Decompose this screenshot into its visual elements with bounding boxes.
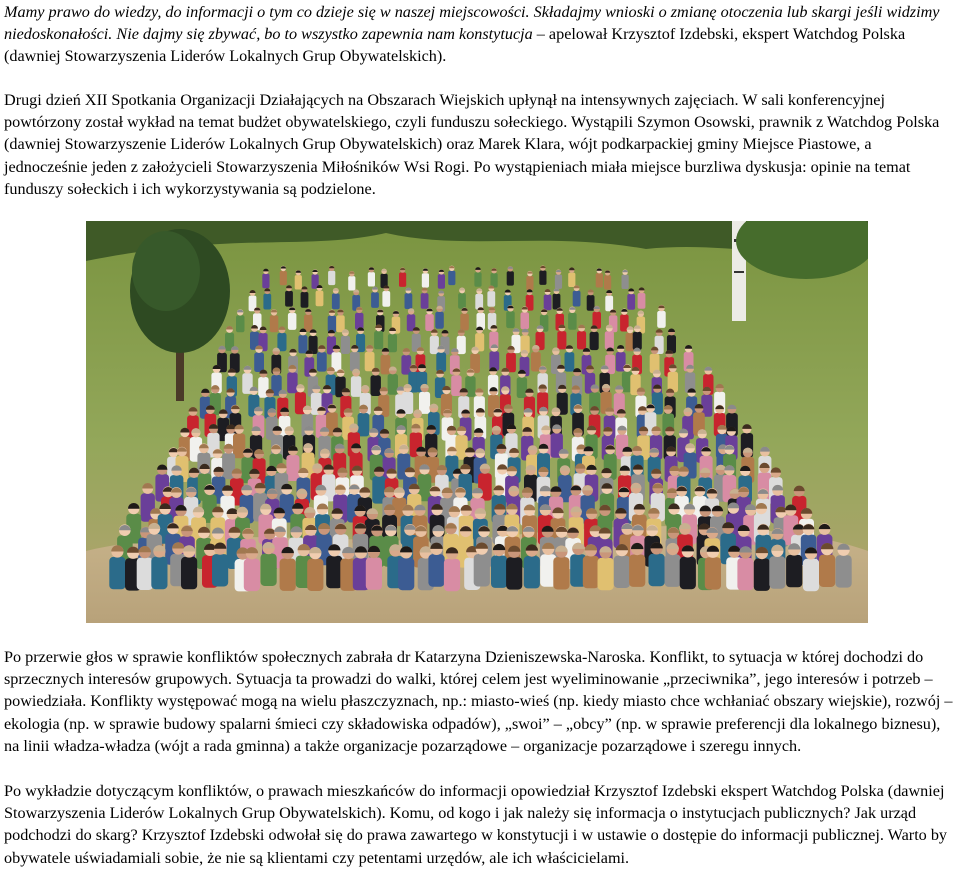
- crowd-person-body: [277, 333, 286, 351]
- crowd-person-body: [555, 275, 562, 289]
- group-photo: [86, 221, 868, 623]
- group-photo-image: [86, 221, 868, 623]
- crowd-person-body: [605, 296, 613, 312]
- conflict-lecture-paragraph: Po przerwie głos w sprawie konfliktów społecznych zabrała dr Katarzyna Dzieniszewska-Naroska. Konflikt, to sytuacja w której dochodzi do sprzecznych interesów grupowych. Sytuacja ta prowadzi do walki, której celem jest wyeliminowanie „przeciwnika”, jego interesów i potrzeb – powiedziała. Konflikty występować mogą na wielu płaszczyznach, np.: miasto-wieś (np. kiedy miasto chce wchłaniać obszary wiejskie), rozwój – ekologia (np. w sprawie budowy spalarni śmieci czy składowiska odpadów), „swoi” – „obcy” (np. w sprawie preferencji dla lokalnego biznesu), na linii władza-władza (wójt a rada gminna) a także organizacje pozarządowe – organizacje pozarządowe i szeregu innych.: [4, 648, 953, 755]
- second-day-paragraph: Drugi dzień XII Spotkania Organizacji Działających na Obszarach Wiejskich upłynął na intensywnych zajęciach. W sali konferencyjnej powtórzony został wykład na temat budżet obywatelskiego, czyli funduszu sołeckiego. Wystąpili Szymon Osowski, prawnik z Watchdog Polska (dawniej Stowarzyszenie Liderów Lokalnych Grup Obywatelskich) oraz Marek Klara, wójt podkarpackiej gminy Miejsce Piastowe, a jednocześnie jeden z założycieli Stowarzyszenia Miłośników Wsi Rogi. Po wystąpieniach miała miejsce burzliwa dyskusja: opinie na temat funduszy sołeckich i ich wykorzystywania są podzielone.: [4, 91, 940, 198]
- crowd-person-body: [539, 271, 546, 285]
- crowd-person-body: [425, 314, 434, 331]
- crowd-person-body: [301, 292, 309, 308]
- crowd-person-body: [286, 455, 299, 481]
- crowd-person-body: [657, 311, 666, 328]
- crowd-person-body: [754, 559, 770, 591]
- crowd-person-body: [568, 313, 577, 330]
- crowd-person-body: [705, 557, 721, 589]
- crowd-person-body: [836, 555, 852, 587]
- crowd-person-body: [304, 315, 313, 332]
- crowd-person-body: [405, 293, 413, 309]
- crowd-person-body: [181, 557, 197, 589]
- crowd-person-body: [288, 313, 297, 330]
- crowd-person-body: [526, 276, 533, 290]
- crowd-person-body: [341, 336, 350, 354]
- crowd-person-body: [287, 372, 297, 393]
- crowd-person-body: [819, 555, 835, 587]
- intro-quote: Mamy prawo do wiedzy, do informacji o tym co dzieje się w naszej miejscowości. Składajmy wnioski o zmianę otoczenia lub skargi jeśli widzimy niedoskonałości. Nie dajmy się zbywać, bo to wszystko zapewnia nam konstytucja: [4, 3, 940, 44]
- intro-paragraph: [4, 1, 959, 68]
- crowd-person-body: [382, 291, 390, 307]
- crowd-person-body: [596, 273, 603, 287]
- crowd-person-body: [614, 556, 630, 588]
- crowd-person-body: [365, 352, 375, 372]
- crowd-person-body: [583, 556, 599, 588]
- crowd-person-body: [350, 352, 360, 372]
- crowd-person-body: [401, 355, 411, 375]
- crowd-person-body: [605, 331, 614, 349]
- crowd-person-body: [627, 294, 635, 310]
- crowd-person-body: [649, 554, 665, 586]
- crowd-person-body: [371, 375, 381, 396]
- crowd-person-body: [332, 294, 340, 310]
- information-rights-paragraph: Po wykładzie dotyczącym konfliktów, o prawach mieszkańców do informacji opowiedział Krzysztof Izdebski ekspert Watchdog Polska (dawniej Stowarzyszenia Liderów Lokalnych Grup Obywatelskich). Komu, od kogo i jak należy się informacja o instytucjach publicznych? Jak urząd podchodzi do skarg? Krzysztof Izdebski odwołał się do prawa zawartego w konstytucji i w ustawie o dostępie do informacji publicznej. Warto by obywatele uświadamiali sobie, że nie są klientami czy petentami urzędów, ale ich właścicielami.: [4, 782, 948, 867]
- intro-attribution: – apelował Krzysztof Izdebski, ekspert Watchdog Polska (dawniej Stowarzyszenia Liderów Lokalnych Grup Obywatelskich).: [4, 25, 906, 66]
- crowd-person-body: [307, 559, 323, 591]
- crowd-person-body: [491, 556, 507, 588]
- crowd-person-body: [430, 336, 439, 354]
- crowd-person-body: [568, 273, 575, 287]
- crowd-person-body: [557, 331, 566, 349]
- crowd-person-body: [544, 295, 552, 311]
- crowd-person-body: [348, 276, 355, 290]
- crowd-person-body: [460, 314, 469, 331]
- crowd-person-body: [263, 294, 271, 310]
- crowd-person-body: [151, 557, 167, 589]
- crowd-person-body: [212, 554, 228, 586]
- crowd-person-body: [270, 315, 279, 332]
- crowd-person-body: [521, 312, 530, 329]
- crowd-person-body: [587, 295, 595, 311]
- crowd-person-body: [438, 274, 445, 288]
- crowd-person-body: [506, 557, 522, 589]
- crowd-person-body: [381, 355, 391, 375]
- crowd-person-body: [244, 559, 260, 591]
- crowd-person-body: [491, 273, 498, 287]
- crowd-person-body: [295, 275, 302, 289]
- crowd-person-body: [444, 559, 460, 591]
- crowd-person-body: [665, 555, 681, 587]
- crowd-person-body: [506, 311, 515, 328]
- crowd-person-body: [803, 559, 819, 591]
- crowd-person-body: [769, 556, 785, 588]
- crowd-person-body: [474, 554, 490, 586]
- crowd-person-body: [366, 557, 382, 589]
- crowd-person-body: [371, 292, 379, 308]
- crowd-person-body: [573, 291, 581, 307]
- crowd-person-body: [316, 291, 324, 307]
- crowd-person-body: [507, 271, 514, 285]
- crowd-person-body: [298, 335, 307, 353]
- crowd-person-body: [280, 559, 296, 591]
- crowd-person-body: [448, 271, 455, 285]
- crowd-person-body: [358, 413, 370, 436]
- crowd-person-body: [374, 331, 383, 349]
- crowd-person-body: [604, 275, 611, 289]
- crowd-person-body: [398, 558, 414, 590]
- crowd-person-body: [236, 315, 245, 332]
- crowd-person-body: [336, 315, 345, 332]
- crowd-person-body: [436, 352, 446, 372]
- crowd-person-body: [577, 331, 586, 349]
- crowd-person-body: [435, 312, 444, 329]
- crowd-person-body: [629, 555, 645, 587]
- crowd-person-body: [421, 293, 429, 309]
- crowd-person-body: [285, 291, 293, 307]
- crowd-person-body: [633, 332, 642, 350]
- crowd-person-body: [280, 271, 287, 285]
- crowd-person-body: [351, 376, 361, 397]
- crowd-person-body: [254, 353, 264, 373]
- crowd-person-body: [638, 293, 646, 309]
- crowd-person-body: [737, 558, 753, 590]
- crowd-person-body: [517, 377, 527, 398]
- crowd-person-body: [565, 352, 575, 372]
- crowd-person-body: [326, 556, 342, 588]
- crowd-person-body: [109, 557, 125, 589]
- crowd-person-body: [474, 272, 481, 286]
- crowd-person-body: [428, 554, 444, 586]
- crowd-person-body: [137, 558, 153, 590]
- crowd-person-body: [388, 334, 397, 352]
- crowd-person-body: [524, 556, 540, 588]
- crowd-person-body: [355, 313, 364, 330]
- crowd-person-body: [680, 557, 696, 589]
- crowd-person-body: [419, 392, 430, 414]
- crowd-person-body: [590, 332, 599, 350]
- crowd-person-body: [388, 374, 398, 395]
- crowd-person-body: [455, 435, 467, 460]
- crowd-person-body: [458, 293, 466, 309]
- crowd-person-body: [487, 291, 495, 307]
- crowd-person-body: [399, 273, 406, 287]
- crowd-person-body: [598, 558, 614, 590]
- crowd-person-body: [317, 352, 327, 372]
- crowd-person-body: [262, 274, 269, 288]
- crowd-person-body: [261, 554, 277, 586]
- crowd-person-body: [553, 294, 561, 310]
- crowd-person-body: [786, 555, 802, 587]
- crowd-person-body: [422, 273, 429, 287]
- crowd-person-body: [622, 275, 629, 289]
- crowd-person-body: [368, 272, 375, 286]
- crowd-person-body: [328, 271, 335, 285]
- crowd-person-body: [553, 557, 569, 589]
